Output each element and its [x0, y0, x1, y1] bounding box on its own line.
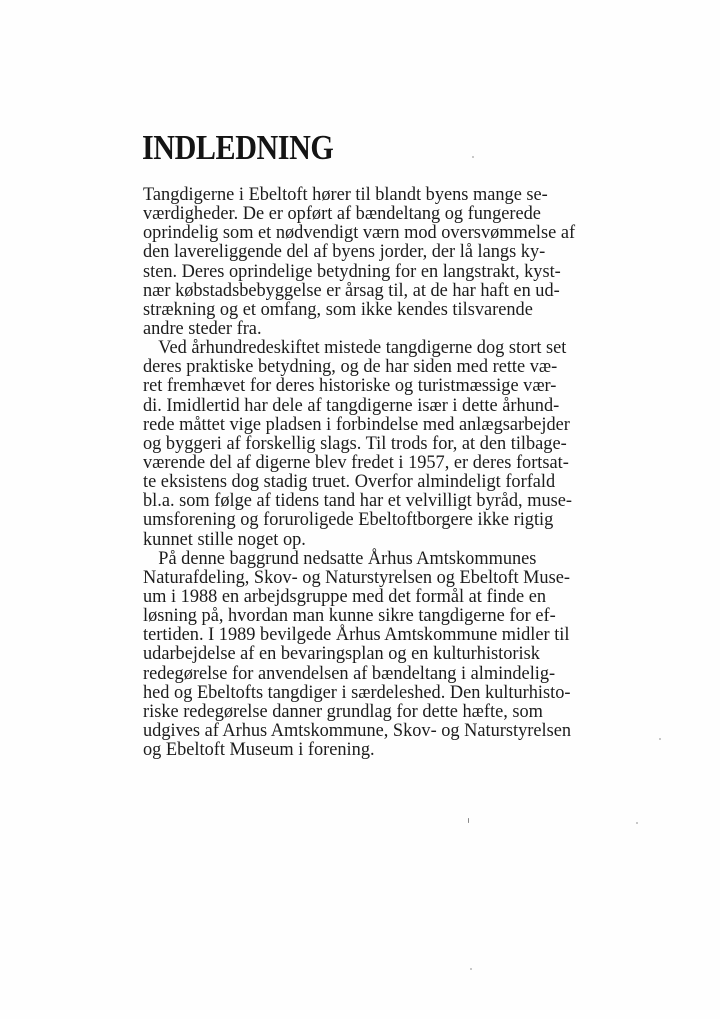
text-line: udgives af Arhus Amtskommune, Skov- og Naturstyrelsen [143, 719, 572, 741]
text-line: løsning på, hvordan man kunne sikre tangdigerne for ef- [143, 605, 556, 627]
scan-mark [468, 818, 469, 823]
scan-speck [472, 156, 474, 158]
scan-speck [636, 822, 638, 824]
text-line: hed og Ebeltofts tangdiger i særdeleshed. Den kulturhisto- [143, 681, 571, 703]
paragraph-1 [143, 185, 613, 338]
text-line: nær købstadsbebyggelse er årsag til, at de har haft en ud- [143, 279, 560, 301]
text-line: di. Imidlertid har dele af tangdigerne især i dette århund- [143, 394, 560, 416]
text-line: umsforening og foruroligede Ebeltoftborgere ikke rigtig [143, 509, 554, 531]
text-line: den lavereliggende del af byens jorder, der lå langs ky- [143, 241, 546, 263]
text-line: kunnet stille noget op. [143, 528, 306, 550]
text-line: Naturafdeling, Skov- og Naturstyrelsen og Ebeltoft Muse- [143, 566, 570, 588]
text-line: strækning og et omfang, som ikke kendes tilsvarende [143, 298, 533, 320]
scan-speck [659, 738, 661, 740]
text-line: bl.a. som følge af tidens tand har et velvilligt byråd, muse- [143, 490, 572, 512]
text-line: og Ebeltoft Museum i forening. [143, 739, 375, 761]
text-line: rede måttet vige pladsen i forbindelse med anlægsarbejder [143, 413, 570, 435]
text-line: Ved århundredeskiftet mistede tangdigerne dog stort set [158, 337, 567, 359]
paragraph-2 [143, 338, 613, 549]
text-line: redegørelse for anvendelsen af bændeltang i almindelig- [143, 662, 556, 684]
text-line: udarbejdelse af en bevaringsplan og en kulturhistorisk [143, 643, 540, 665]
text-line: værdigheder. De er opført af bændeltang og fungerede [143, 203, 541, 225]
text-line: og byggeri af forskellig slags. Til trods for, at den tilbage- [143, 432, 567, 454]
text-line: um i 1988 en arbejdsgruppe med det formål at finde en [143, 585, 547, 607]
text-line: værende del af digerne blev fredet i 1957, er deres fortsat- [143, 451, 569, 473]
page-title: INDLEDNING [142, 128, 334, 167]
scan-speck [470, 968, 472, 970]
text-line: tertiden. I 1989 bevilgede Århus Amtskommune midler til [143, 624, 570, 646]
paragraph-3 [143, 549, 613, 760]
text-line: På denne baggrund nedsatte Århus Amtskommunes [158, 547, 537, 569]
text-line: te eksistens dog stadig truet. Overfor almindeligt forfald [143, 471, 556, 493]
text-line: andre steder fra. [143, 317, 262, 339]
text-line: Tangdigerne i Ebeltoft hører til blandt byens mange se- [143, 184, 548, 205]
text-line: riske redegørelse danner grundlag for dette hæfte, som [143, 700, 543, 722]
text-line: ret fremhævet for deres historiske og turistmæssige vær- [143, 375, 557, 397]
text-line: deres praktiske betydning, og de har siden med rette væ- [143, 356, 558, 378]
text-line: sten. Deres oprindelige betydning for en langstrakt, kyst- [143, 260, 561, 282]
body-text [143, 185, 613, 759]
text-line: oprindelig som et nødvendigt værn mod oversvømmelse af [143, 222, 576, 244]
